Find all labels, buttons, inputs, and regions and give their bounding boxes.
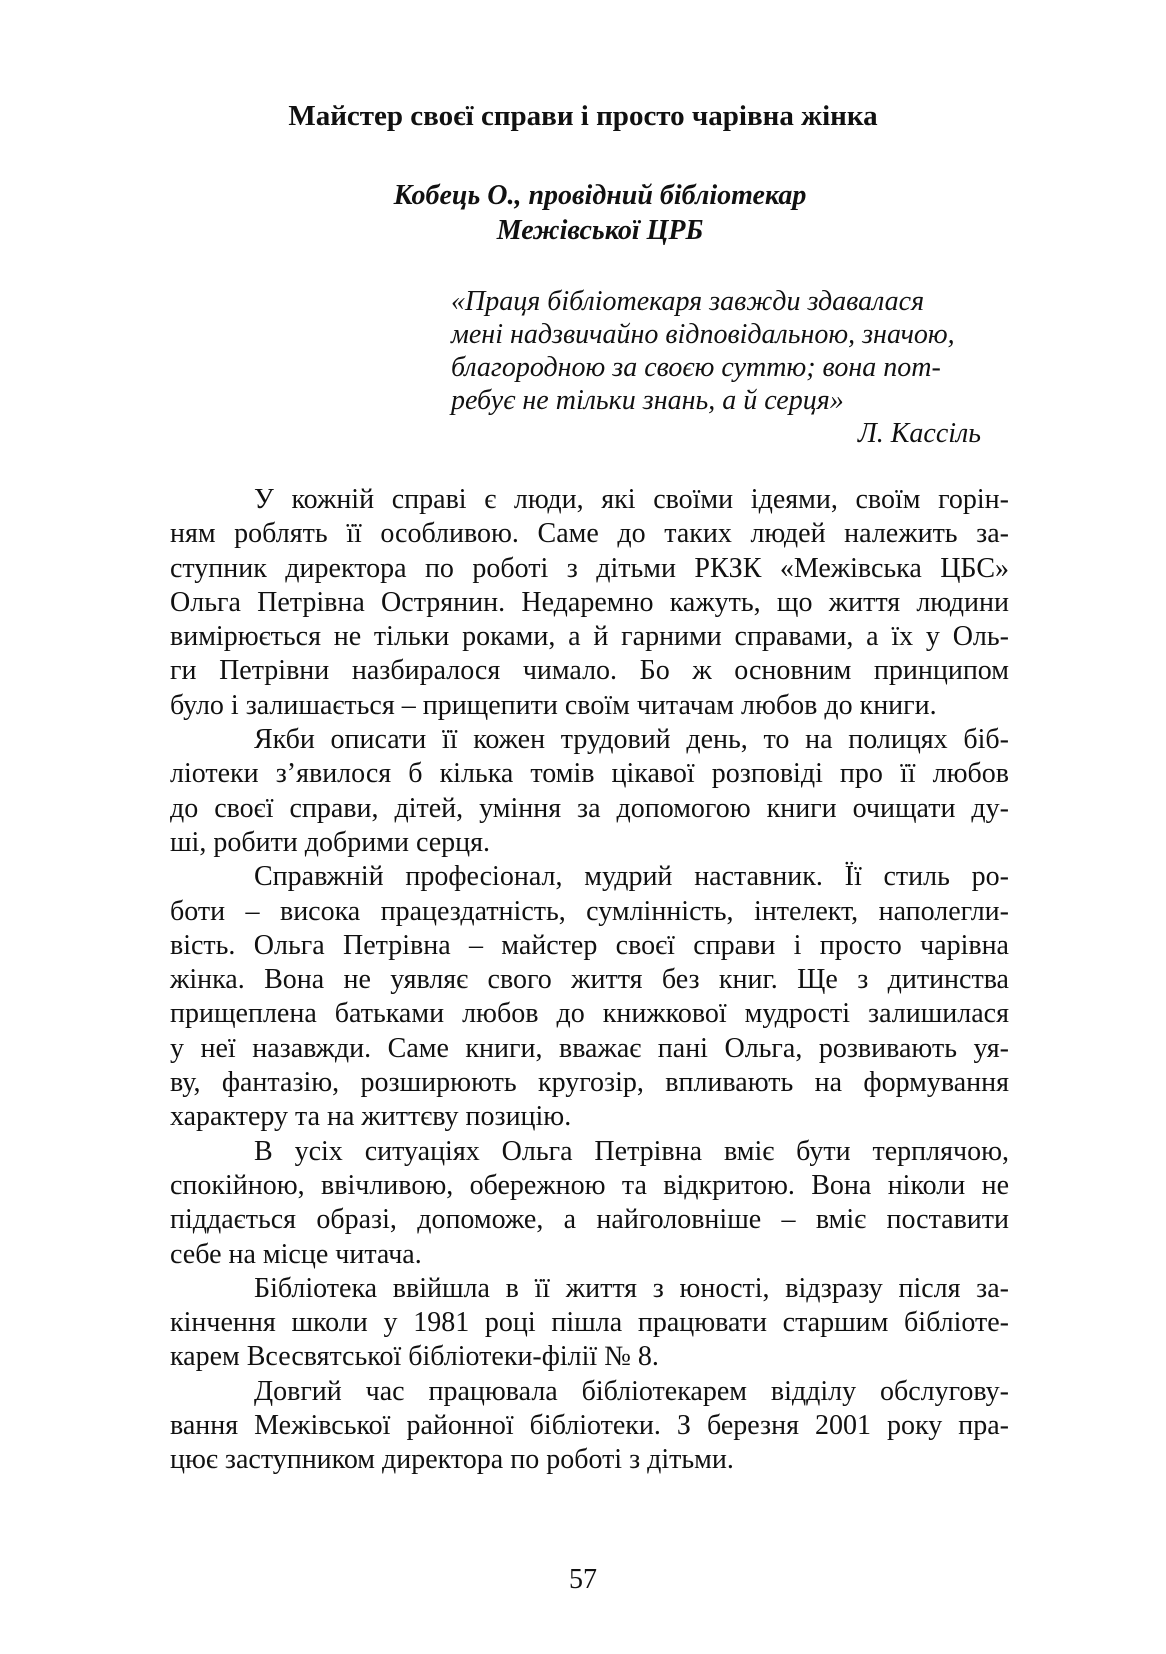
epigraph-line: ребує не тільки знань, а й серця» bbox=[451, 385, 844, 416]
paragraph-line: було і залишається – прищепити своїм читачам любов до книги. bbox=[170, 689, 937, 721]
paragraph-line: вання Межівської районної бібліотеки. З березня 2001 року пра- bbox=[170, 1410, 1009, 1442]
epigraph-line: мені надзвичайно відповідальною, значою, bbox=[451, 319, 955, 350]
article-title: Майстер своєї справи і просто чарівна жінка bbox=[288, 100, 878, 132]
epigraph bbox=[451, 285, 981, 450]
paragraph-line: карем Всесвятської бібліотеки-філії № 8. bbox=[170, 1341, 659, 1373]
paragraph-line: Бібліотека ввійшла в її життя з юності, відзразу після за- bbox=[254, 1272, 1009, 1304]
author-byline bbox=[320, 178, 880, 248]
body-paragraph bbox=[170, 1272, 1009, 1375]
paragraph-line: ву, фантазію, розширюють кругозір, впливають на формування bbox=[170, 1067, 1009, 1099]
author-affiliation-line: Межівської ЦРБ bbox=[496, 215, 704, 246]
paragraph-line: ліотеки з’явилося б кілька томів цікавої розповіді про її любов bbox=[170, 758, 1009, 790]
paragraph-line: спокійною, ввічливою, обережною та відкритою. Вона ніколи не bbox=[170, 1169, 1009, 1201]
paragraph-line: характеру та на життєву позицію. bbox=[170, 1101, 572, 1133]
paragraph-line: жінка. Вона не уявляє свого життя без книг. Ще з дитинства bbox=[170, 964, 1009, 996]
paragraph-line: вимірюється не тільки роками, а й гарними справами, а їх у Оль- bbox=[170, 621, 1009, 653]
paragraph-line: себе на місце читача. bbox=[170, 1238, 422, 1270]
body-paragraph bbox=[170, 723, 1009, 860]
body-paragraph bbox=[170, 483, 1009, 723]
paragraph-line: вість. Ольга Петрівна – майстер своєї справи і просто чарівна bbox=[170, 929, 1009, 961]
paragraph-line: Ольга Петрівна Острянин. Недаремно кажуть, що життя людини bbox=[170, 586, 1009, 618]
author-name-line: Кобець О., провідний бібліотекар bbox=[393, 180, 807, 211]
paragraph-line: У кожній справі є люди, які своїми ідеями, своїм горін- bbox=[254, 484, 1009, 515]
paragraph-line: до своєї справи, дітей, уміння за допомогою книги очищати ду- bbox=[170, 792, 1009, 824]
paragraph-line: піддається образі, допоможе, а найголовніше – вміє поставити bbox=[170, 1204, 1009, 1236]
body-paragraph bbox=[170, 1375, 1009, 1478]
paragraph-line: кінчення школи у 1981 році пішла працювати старшим бібліоте- bbox=[170, 1307, 1009, 1339]
epigraph-line: «Праця бібліотекаря завжди здавалася bbox=[451, 286, 925, 317]
epigraph-attribution: Л. Кассіль bbox=[857, 418, 981, 449]
page-number: 57 bbox=[569, 1564, 597, 1595]
article-body bbox=[170, 483, 1009, 1478]
paragraph-line: у неї назавжди. Саме книги, вважає пані Ольга, розвивають уя- bbox=[170, 1032, 1009, 1064]
paragraph-line: ги Петрівни назбиралося чимало. Бо ж основним принципом bbox=[170, 655, 1009, 687]
paragraph-line: ням роблять її особливою. Саме до таких людей належить за- bbox=[170, 518, 1009, 550]
paragraph-line: ші, робити добрими серця. bbox=[170, 826, 491, 858]
paragraph-line: В усіх ситуаціях Ольга Петрівна вміє бути терплячою, bbox=[254, 1135, 1009, 1167]
epigraph-line: благородною за своєю суттю; вона пот- bbox=[451, 352, 941, 383]
paragraph-line: Справжній професіонал, мудрий наставник. Її стиль ро- bbox=[254, 861, 1009, 893]
paragraph-line: Якби описати її кожен трудовий день, то на полицях біб- bbox=[254, 724, 1009, 756]
paragraph-line: боти – висока працездатність, сумлінність, інтелект, наполегли- bbox=[170, 895, 1009, 927]
paragraph-line: Довгий час працювала бібліотекарем відділу обслугову- bbox=[254, 1375, 1009, 1407]
paragraph-line: ступник директора по роботі з дітьми РКЗК «Межівська ЦБС» bbox=[170, 552, 1009, 584]
paragraph-line: прищеплена батьками любов до книжкової мудрості залишилася bbox=[170, 998, 1009, 1030]
body-paragraph bbox=[170, 860, 1009, 1134]
body-paragraph bbox=[170, 1135, 1009, 1272]
paragraph-line: цює заступником директора по роботі з дітьми. bbox=[170, 1444, 734, 1476]
